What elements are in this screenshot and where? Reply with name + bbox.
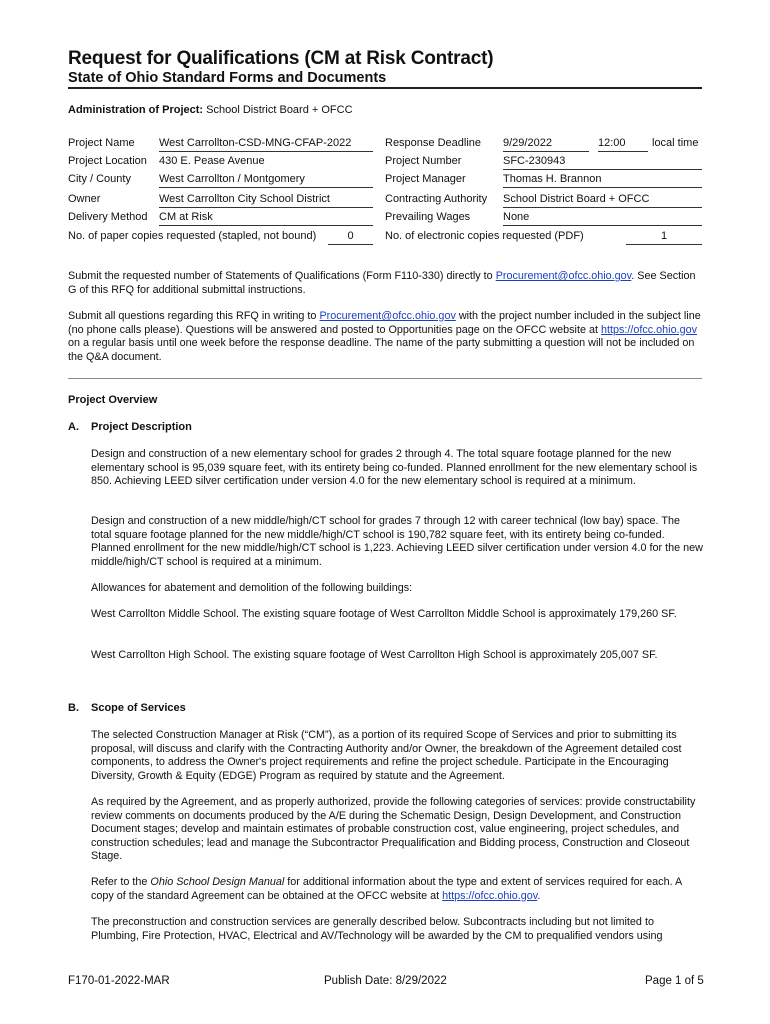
paper-copies-label: No. of paper copies requested (stapled, not bound) bbox=[68, 230, 317, 242]
section-b-letter: B. bbox=[68, 702, 79, 714]
electronic-copies-value: 1 bbox=[626, 230, 702, 245]
contracting-authority-value: School District Board + OFCC bbox=[503, 193, 702, 208]
paper-copies-value: 0 bbox=[328, 230, 373, 245]
document-title: Request for Qualifications (CM at Risk Contract) bbox=[68, 48, 494, 69]
response-deadline-date: 9/29/2022 bbox=[503, 137, 589, 152]
administration-line bbox=[68, 104, 353, 116]
footer-form-id: F170-01-2022-MAR bbox=[68, 975, 170, 987]
city-county-value: West Carrollton / Montgomery bbox=[159, 173, 373, 188]
submission-text: Submit the requested number of Statements of Qualifications (Form F110-330) directly to bbox=[68, 270, 496, 282]
scope-services-paragraph: As required by the Agreement, and as properly authorized, provide the following categories of services: provide constructability review comments on documents produced by the A/E during the Schematic Design, Design Development, and Construction Document stages; develop and maintain estimates of probable construction cost, value engineering, project schedules, and construction schedules; lead and manage the Subcontractor Prequalification and Bidding process, Construction and Closeout Stage. bbox=[91, 796, 696, 862]
administration-label: Administration of Project: bbox=[68, 104, 204, 116]
elementary-school-paragraph: Design and construction of a new elementary school for grades 2 through 4. The total square footage planned for the new elementary school is 95,039 square feet, with its entirety being co-funded. Planned enrollment for the new elementary school is 850. Achieving LEED silver certification under version 4.0 for the new elementary school is required at a minimum. bbox=[91, 448, 698, 487]
middle-school-demolition-paragraph: West Carrollton Middle School. The existing square footage of West Carrollton Middle School is approximately 179,260 SF. bbox=[91, 608, 677, 620]
submission-paragraph bbox=[68, 270, 702, 297]
prevailing-wages-value: None bbox=[503, 211, 702, 226]
owner-label: Owner bbox=[68, 193, 101, 205]
design-manual-text-3: . bbox=[537, 889, 541, 902]
project-name-value: West Carrollton-CSD-MNG-CFAP-2022 bbox=[159, 137, 373, 152]
administration-value: School District Board + OFCC bbox=[206, 104, 353, 116]
prevailing-wages-label: Prevailing Wages bbox=[385, 211, 471, 223]
scope-cm-paragraph: The selected Construction Manager at Risk (“CM”), as a portion of its required Scope of Services and prior to submitting its proposal, will discuss and clarify with the Contracting Authority and/or Owner, the breakdown of the Agreement detailed cost components, to address the Owner's project requirements and refine the project schedule. Participate in the Encouraging Diversity, Growth & Equity (EDGE) Program as required by statute and the Agreement. bbox=[91, 729, 682, 782]
allowances-paragraph: Allowances for abatement and demolition of the following buildings: bbox=[91, 582, 413, 594]
design-manual-paragraph bbox=[91, 876, 703, 903]
project-manager-label: Project Manager bbox=[385, 173, 466, 185]
questions-text-3: on a regular basis until one week before the response deadline. The name of the party submitting a question will not be included on the Q&A document. bbox=[68, 337, 695, 363]
project-location-label: Project Location bbox=[68, 155, 147, 167]
response-deadline-time: 12:00 bbox=[598, 137, 648, 152]
section-divider bbox=[68, 378, 702, 379]
delivery-method-label: Delivery Method bbox=[68, 211, 148, 223]
response-deadline-suffix: local time bbox=[652, 137, 699, 149]
project-number-label: Project Number bbox=[385, 155, 462, 167]
procurement-email-link[interactable]: Procurement@ofcc.ohio.gov bbox=[495, 270, 632, 282]
delivery-method-value: CM at Risk bbox=[159, 211, 373, 226]
design-manual-text-2: for additional information about the type and extent of services required for each. A copy of the standard Agreement can be obtained at the OFCC website at bbox=[91, 876, 682, 902]
project-overview-heading: Project Overview bbox=[68, 394, 158, 406]
owner-value: West Carrollton City School District bbox=[159, 193, 373, 208]
high-school-demolition-paragraph: West Carrollton High School. The existing square footage of West Carrollton High School is approximately 205,007 SF. bbox=[91, 649, 658, 661]
footer-publish-date: Publish Date: 8/29/2022 bbox=[324, 975, 447, 987]
design-manual-text: Refer to the bbox=[91, 876, 151, 888]
preconstruction-paragraph: The preconstruction and construction services are generally described below. Subcontracts including but not limited to Plumbing, Fire Protection, HVAC, Electrical and AV/Technology will be awarded by the CM to prequalified vendors using bbox=[91, 916, 663, 942]
response-deadline-label: Response Deadline bbox=[385, 137, 482, 149]
footer-page-number: Page 1 of 5 bbox=[645, 975, 704, 987]
section-b-title: Scope of Services bbox=[91, 702, 186, 714]
document-subtitle: State of Ohio Standard Forms and Documents bbox=[68, 70, 387, 86]
design-manual-title: Ohio School Design Manual bbox=[150, 876, 285, 888]
contracting-authority-label: Contracting Authority bbox=[385, 193, 488, 205]
questions-paragraph bbox=[68, 310, 702, 364]
questions-email-link[interactable]: Procurement@ofcc.ohio.gov bbox=[319, 310, 456, 322]
project-name-label: Project Name bbox=[68, 137, 135, 149]
section-a-title: Project Description bbox=[91, 421, 192, 433]
ofcc-agreement-link[interactable]: https://ofcc.ohio.gov bbox=[442, 889, 538, 902]
ofcc-website-link[interactable]: https://ofcc.ohio.gov bbox=[600, 323, 697, 336]
project-number-value: SFC-230943 bbox=[503, 155, 702, 170]
middle-high-school-paragraph: Design and construction of a new middle/high/CT school for grades 7 through 12 with career technical (low bay) space. The total square footage planned for the new middle/high/CT school is 190,782 square feet, with its entirety being co-funded. Planned enrollment for the new middle/high/CT school is 1,223. Achieving LEED silver certification under version 4.0 for the new middle/high/CT school is required at a minimum. bbox=[91, 515, 703, 568]
section-a-letter: A. bbox=[68, 421, 79, 433]
electronic-copies-label: No. of electronic copies requested (PDF) bbox=[385, 230, 584, 242]
title-divider bbox=[68, 87, 702, 89]
city-county-label: City / County bbox=[68, 173, 131, 185]
questions-text-2: with the project number included in the subject line (no phone calls please). Questions will be answered and posted to Opportunities page on the OFCC website at bbox=[68, 310, 701, 336]
questions-text: Submit all questions regarding this RFQ in writing to bbox=[68, 310, 320, 322]
submission-text-2: . See Section G of this RFQ for additional submittal instructions. bbox=[68, 270, 696, 296]
project-manager-value: Thomas H. Brannon bbox=[503, 173, 702, 188]
project-location-value: 430 E. Pease Avenue bbox=[159, 155, 265, 167]
